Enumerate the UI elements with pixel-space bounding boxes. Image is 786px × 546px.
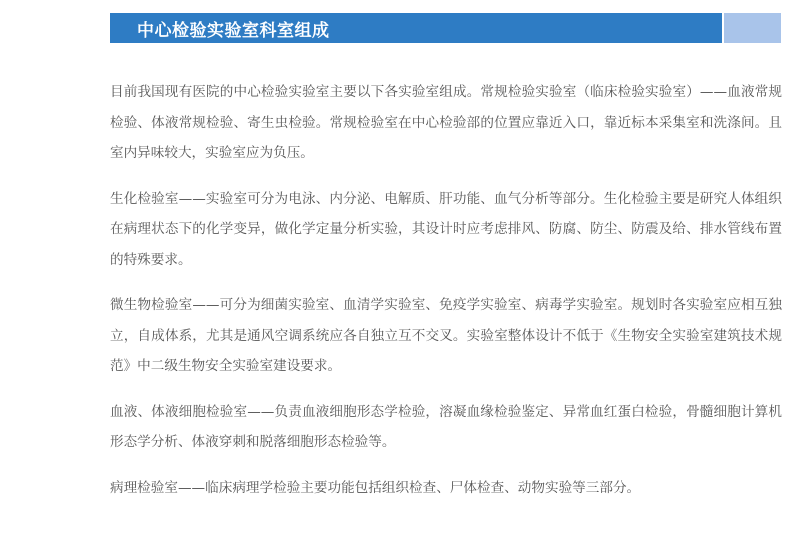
article-body — [110, 77, 782, 518]
paragraph-microbio-lab: 微生物检验室——可分为细菌实验室、血清学实验室、免疫学实验室、病毒学实验室。规划时各实验室应相互独立，自成体系，尤其是通风空调系统应各自独立互不交叉。实验室整体设计不低于《生物安全实验室建筑技术规范》中二级生物安全实验室建设要求。 — [110, 297, 782, 374]
paragraph-pathology-lab: 病理检验室——临床病理学检验主要功能包括组织检查、尸体检查、动物实验等三部分。 — [110, 479, 641, 496]
paragraph-blood-cell-lab: 血液、体液细胞检验室——负责血液细胞形态学检验，溶凝血缘检验鉴定、异常血红蛋白检验，骨髓细胞计算机形态学分析、体液穿刺和脱落细胞形态检验等。 — [110, 403, 782, 450]
section-header-bar — [110, 13, 722, 43]
paragraph-general-lab: 目前我国现有医院的中心检验实验室主要以下各实验室组成。常规检验实验室（临床检验实验室）——血液常规检验、体液常规检验、寄生虫检验。常规检验室在中心检验部的位置应靠近入口，靠近标本采集室和洗涤间。且室内异味较大，实验室应为负压。 — [110, 84, 782, 161]
section-header — [110, 13, 781, 43]
section-title: 中心检验实验室科室组成 — [137, 20, 330, 41]
section-header-accent — [724, 13, 781, 43]
paragraph-biochem-lab: 生化检验室——实验室可分为电泳、内分泌、电解质、肝功能、血气分析等部分。生化检验主要是研究人体组织在病理状态下的化学变异，做化学定量分析实验，其设计时应考虑排风、防腐、防尘、防震及给、排水管线布置的特殊要求。 — [110, 190, 782, 268]
